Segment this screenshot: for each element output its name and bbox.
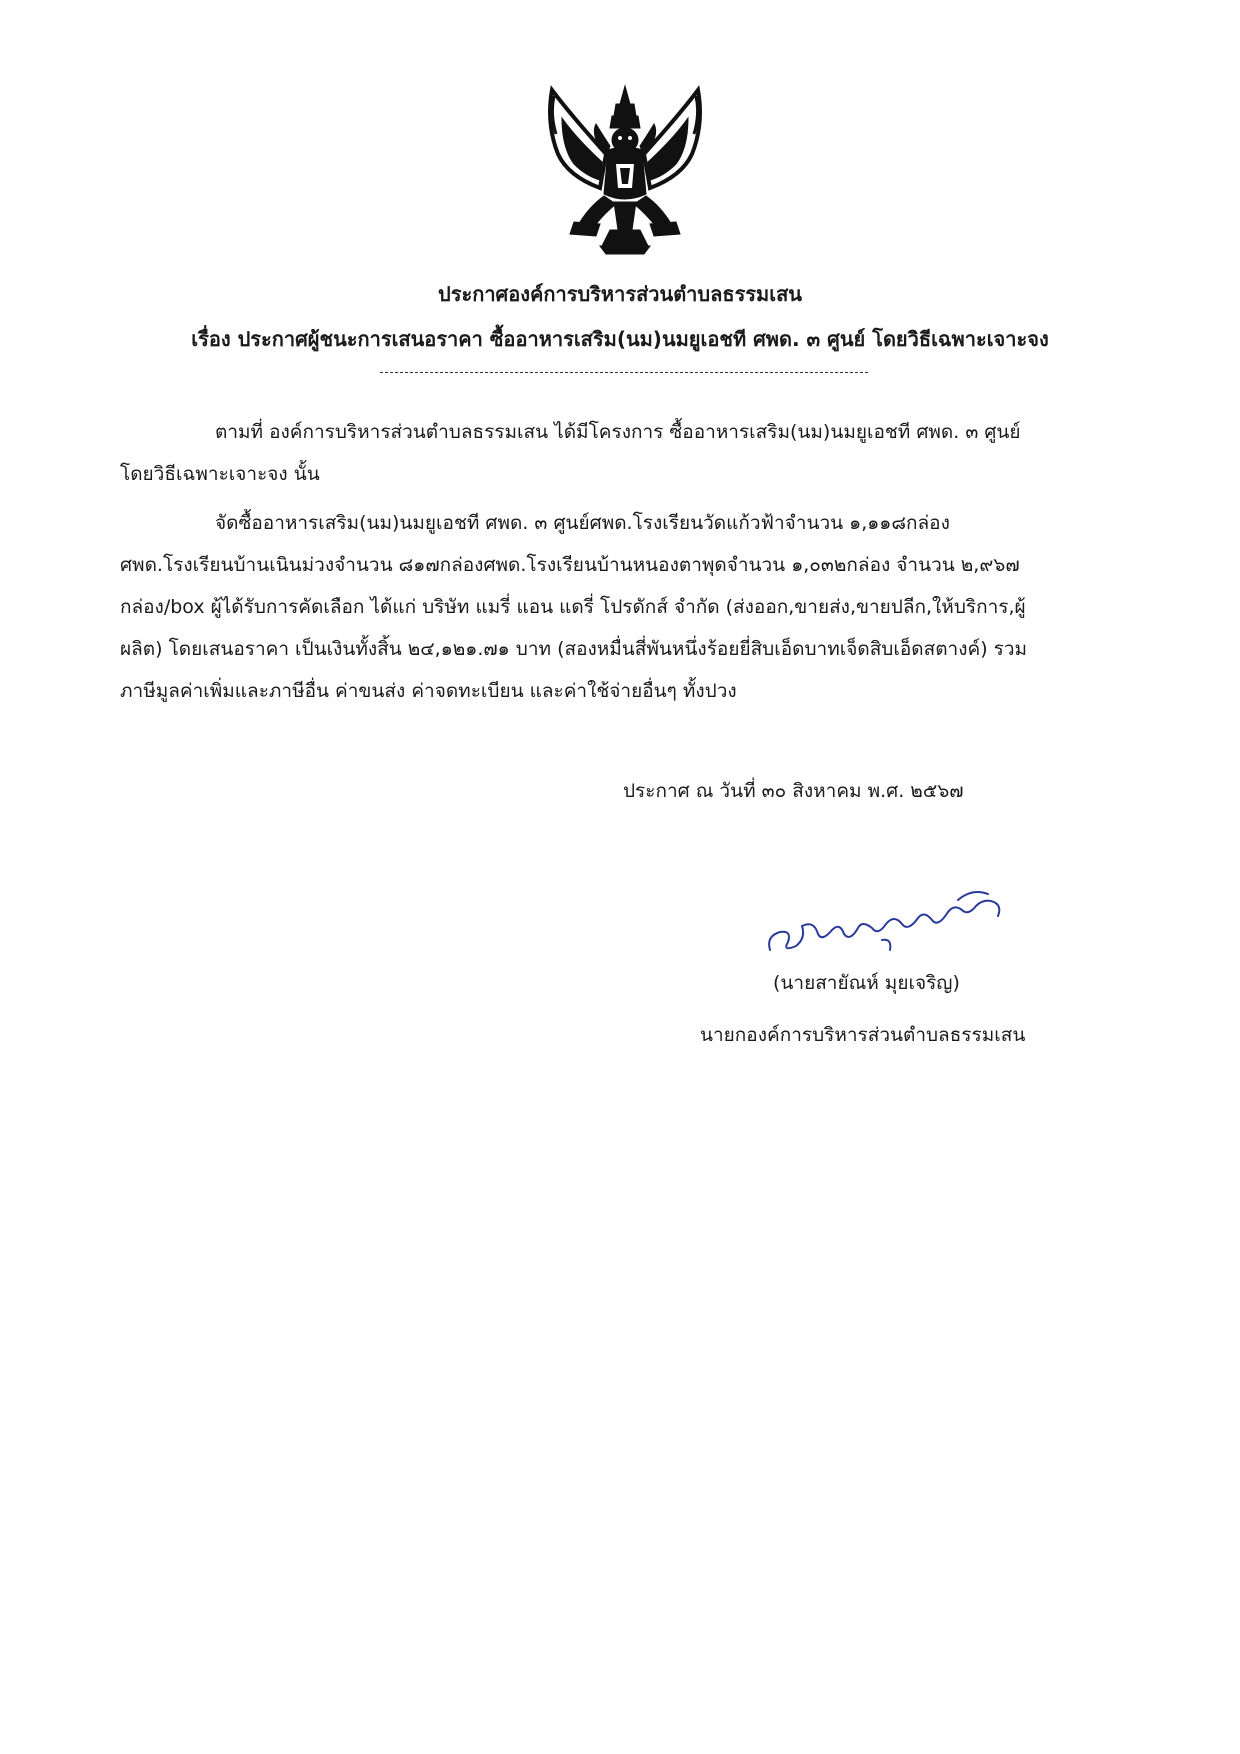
handwritten-signature [762,880,1022,960]
announcement-date: ประกาศ ณ วันที่ ๓๐ สิงหาคม พ.ศ. ๒๕๖๗ [623,780,964,802]
document-title: ประกาศองค์การบริหารส่วนตำบลธรรมเสน [438,282,802,306]
signer-name: (นายสายัณห์ มุยเจริญ) [773,972,960,994]
paragraph-line: กล่อง/box ผู้ได้รับการคัดเลือก ได้แก่ บริษัท แมรี่ แอน แดรี่ โปรดักส์ จำกัด (ส่งออก,ขายส่ง,ขายปลีก,ให้บริการ,ผู้ [120,596,1026,618]
paragraph-line: โดยวิธีเฉพาะเจาะจง นั้น [120,463,320,485]
paragraph-line: ภาษีมูลค่าเพิ่มและภาษีอื่น ค่าขนส่ง ค่าจดทะเบียน และค่าใช้จ่ายอื่นๆ ทั้งปวง [120,680,737,702]
signer-position: นายกองค์การบริหารส่วนตำบลธรรมเสน [700,1024,1026,1046]
garuda-emblem-icon [540,84,710,256]
paragraph-details [120,502,1116,712]
paragraph-intro [120,411,1116,495]
paragraph-line: จัดซื้ออาหารเสริม(นม)นมยูเอชที ศพด. ๓ ศูนย์ศพด.โรงเรียนวัดแก้วฟ้าจำนวน ๑,๑๑๘กล่อง [215,512,950,534]
title-divider [380,372,868,373]
document-subject: เรื่อง ประกาศผู้ชนะการเสนอราคา ซื้ออาหารเสริม(นม)นมยูเอชที ศพด. ๓ ศูนย์ โดยวิธีเฉพาะเจาะจง [191,327,1049,351]
paragraph-line: ผลิต) โดยเสนอราคา เป็นเงินทั้งสิ้น ๒๔,๑๒๑.๗๑ บาท (สองหมื่นสี่พันหนึ่งร้อยยี่สิบเอ็ดบาทเจ็ดสิบเอ็ดสตางค์) รวม [120,638,1028,660]
paragraph-line: ตามที่ องค์การบริหารส่วนตำบลธรรมเสน ได้มีโครงการ ซื้ออาหารเสริม(นม)นมยูเอชที ศพด. ๓ ศูนย์ [215,421,1021,443]
paragraph-line: ศพด.โรงเรียนบ้านเนินม่วงจำนวน ๘๑๗กล่องศพด.โรงเรียนบ้านหนองตาพุดจำนวน ๑,๐๓๒กล่อง จำนวน ๒,๙๖๗ [120,554,1020,576]
